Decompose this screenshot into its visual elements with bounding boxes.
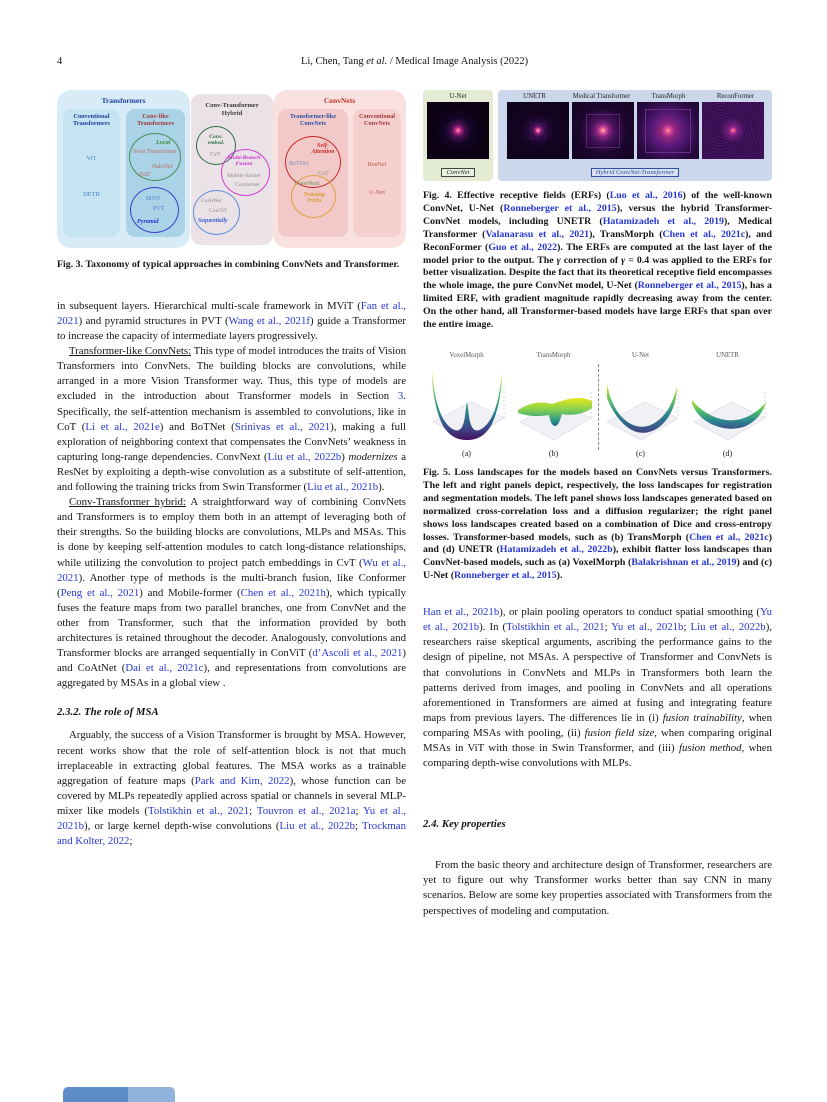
loss-surface-chart: [599, 360, 683, 448]
citation-link[interactable]: Chen et al., 2021h: [240, 586, 326, 599]
text-segment: ), and representations from convolutions are aggregated by MSAs in a global view .: [57, 662, 407, 690]
text-segment: in subsequent layers. Hierarchical multi-scale framework in MViT (: [57, 299, 361, 312]
text-segment: . Specifically, the self-attention mechanism is assembled to convolutions, like in CoT (: [57, 390, 406, 433]
hybrid-region: [191, 94, 273, 245]
dat-item: DAT: [139, 172, 151, 178]
convnet-tag: ConvNet: [441, 168, 474, 177]
erf-square: [645, 109, 691, 153]
detr-item: DETR: [83, 191, 100, 198]
text-segment: A straightforward way of combining ConvNets and Transformers is to employ them both in an attempt of leveraging both of their strengths. So the building blocks are convolutions, MLPs and MSAs. This is done by keeping self-attention modules to catch long-distance relationships, while utilizing the convolution to project patch embeddings in CvT (: [57, 496, 406, 569]
convnets-region: [273, 90, 406, 248]
erf-label-transmorph: TransMorph: [651, 93, 686, 100]
erf-square: [530, 123, 546, 139]
text-segment: ), or large kernel depth-wise convolutions (: [84, 820, 280, 832]
figure-4: [423, 90, 772, 332]
text-segment: ;: [683, 621, 691, 634]
hybrid-panel: [498, 90, 772, 181]
plot-tag: (d): [722, 448, 733, 458]
text-segment: fusion field size: [584, 726, 655, 739]
resnet-item: ResNet: [367, 161, 387, 168]
cvt-item: CvT: [210, 152, 221, 158]
text-segment: Arguably, the success of a Vision Transformer is brought by MSA. However, recent works show that the role of self-attention block is not that much irreplaceable in extracting global features. The MSA works as a trainable aggregation of feature maps (: [57, 729, 406, 787]
citation-link[interactable]: Yu et al., 2021b: [57, 804, 406, 832]
left-column: [57, 90, 406, 919]
text-segment: ). Another type of methods is the multi-branch fusion, like Conformer (: [57, 571, 406, 599]
plot-tag: (a): [462, 448, 471, 458]
text-segment: From the basic theory and architecture design of Transformer, researchers are yet to figure out why Transformer works better than say CNN in many scenarios. Below are some key properties associated with Transformers from the perspectives of modeling and computation.: [423, 859, 772, 917]
plot-title: TransMorph: [536, 351, 571, 359]
text-segment: ) and (c) U-Net (: [423, 557, 773, 582]
citation-link[interactable]: Valanarasu et al., 2021: [485, 228, 590, 240]
citation-link[interactable]: Hatamizadeh et al., 2022b: [499, 544, 613, 556]
conformer-item: Conformer: [235, 182, 260, 188]
transformers-header: Transformers: [101, 96, 146, 105]
text-segment: ), making a full exploration of neighboring context that compensates the ConvNets’ weakness in capturing long-range dependencies. ConvNext (: [57, 420, 406, 463]
citation-link[interactable]: Ronneberger et al., 2015: [503, 202, 617, 214]
transformer-like-convnets-title: Transformer-like ConvNets: [289, 113, 337, 128]
figure-5-caption: [423, 467, 772, 583]
text-segment: ), versus the hybrid Transformer-ConvNet models, including UNETR (: [423, 202, 772, 227]
pyramid-label: Pyramid: [137, 218, 159, 225]
hybrid-header: Conv-Transformer Hybrid: [205, 102, 259, 117]
text-segment: fusion trainability: [662, 711, 742, 724]
citation-link[interactable]: Luo et al., 2016: [609, 190, 683, 201]
coatnet-item: CoAtNet: [201, 198, 222, 204]
conv-like-transformers-box: [126, 109, 185, 237]
conventional-convnets-title: Conventional ConvNets: [358, 113, 396, 128]
citation-link[interactable]: Balakrishnan et al., 2019: [631, 557, 737, 569]
citation-link[interactable]: Fan et al., 2021: [57, 299, 407, 327]
loss-surface-chart: [425, 360, 509, 448]
text-segment: ) and pyramid structures in PVT (: [78, 315, 229, 327]
paragraph: [57, 728, 406, 849]
figure-3: [57, 90, 406, 272]
training-tricks-label: Training Tricks: [303, 192, 325, 204]
erf-label-medical-transformer: Medical Transformer: [572, 93, 631, 100]
text-segment: ), Medical Transformer (: [423, 215, 772, 240]
citation-link[interactable]: Touvron et al., 2021a: [256, 804, 356, 817]
text-segment: a ResNet by exploiting a depth-wise convolution as a substitute of self-attention, and following the training tricks from Swin Transformer (: [57, 450, 406, 494]
text-segment: ). The ERFs are computed at the last layer of the model prior to the output. The: [423, 241, 773, 266]
citation-link[interactable]: Wang et al., 2021f: [228, 315, 310, 327]
erf-image-reconformer: [702, 102, 764, 159]
text-segment: ). In (: [479, 621, 507, 634]
citation-link[interactable]: Han et al., 2021b: [423, 606, 500, 619]
plot-tag: (c): [636, 448, 645, 458]
transformer-like-convnets-box: [278, 109, 348, 237]
running-head-spacer: [712, 56, 772, 67]
text-segment: ), which typically fuses the feature maps from two parallel branches, one from ConvNet and the other from Transformer, such that the information provided by both architectures is retained throughout the decoder. Analogously, convolutions and Transformer blocks are arranged sequentially in ConViT (: [57, 586, 406, 660]
running-head: [57, 56, 772, 67]
conventional-transformers-box: [63, 109, 120, 237]
citation-link[interactable]: d’Ascoli et al., 2021: [312, 647, 403, 660]
citation-link[interactable]: Tolstikhin et al., 2021: [506, 621, 605, 634]
citation-link[interactable]: Guo et al., 2022: [488, 241, 558, 253]
paragraph: [57, 299, 406, 344]
text-segment: Li, Chen, Tang: [300, 56, 367, 67]
text-segment: ;: [355, 804, 364, 817]
erf-label-reconformer: ReconFormer: [716, 93, 755, 100]
section-heading-24: 2.4. Key properties: [423, 818, 506, 831]
citation-link[interactable]: Yu et al., 2021b: [423, 606, 773, 634]
running-title: [117, 56, 712, 67]
halonet-item: HaloNet: [152, 164, 173, 170]
text-segment: ), whose function can be covered by MLPs repeatedly applied across spatial or channels in several MLP-mixer like models (: [57, 774, 407, 817]
figure-5: [423, 352, 772, 583]
mobile-former-item: Mobile-former: [227, 173, 261, 179]
text-segment: ), researchers raise skeptical arguments, ascribing the performance gains to the design of pipeline, not MSAs. A perspective of Transformer and ConvNets is that convolutions in ConvNets and MLPs in Transformers both learn the patterns derived from images, and pooling in ConvNets and all operations aforementioned in Transformers are aimed at fusing and integrating feature maps from previous layers. The differences lie in (i): [423, 621, 772, 724]
text-segment: ), or plain pooling operators to conduct spatial smoothing (: [499, 606, 761, 619]
erf-image-unet: [427, 102, 489, 159]
text-segment: ) of the well-known ConvNet, U-Net (: [423, 190, 772, 214]
multi-branch-fusion-label: Multi-Branch Fusion: [227, 155, 261, 167]
text-segment: ;: [355, 820, 362, 832]
text-segment: ) and (d) UNETR (: [423, 531, 772, 556]
citation-link[interactable]: Yu et al., 2021b: [611, 621, 684, 634]
paragraph: [423, 605, 772, 771]
loss-plot-unet: [597, 352, 684, 458]
citation-link[interactable]: 3: [397, 390, 404, 403]
conventional-convnets-box: [353, 109, 401, 237]
figure-3-caption: [57, 259, 406, 272]
text-segment: ), and ReconFormer (: [423, 228, 773, 253]
text-segment: ) and BoTNet (: [159, 420, 235, 433]
text-segment: Fig. 5. Loss landscapes for the models based on ConvNets versus Transformers. The left and right panels depict, respectively, the loss landscapes for registration and segmentation models. The left panel shows loss landscapes generated based on normalized cross-correlation loss and a diffusion regularizer; the right panel shows loss landscapes created based on a combination of Dice and cross-entropy losses. Transformer-based models, such as (b) TransMorph (: [423, 466, 772, 543]
citation-link[interactable]: Chen et al., 2021c: [662, 228, 746, 240]
citation-link[interactable]: Peng et al., 2021: [60, 586, 140, 599]
text-segment: , when comparing original MSAs in ViT with those in Swin Transformer, and (iii): [423, 726, 772, 754]
paragraph: [57, 344, 406, 495]
text-segment: ;: [249, 804, 257, 817]
citation-link[interactable]: Ronneberger et al., 2015: [637, 280, 742, 292]
hybrid-tag: Hybrid ConvNet-Transformer: [591, 168, 680, 177]
text-segment: ;: [604, 621, 612, 634]
self-attention-label: Self-Attention: [311, 143, 335, 155]
text-segment: ), exhibit flatter loss landscapes than ConvNet-based models, such as (a) VoxelMorph (: [423, 544, 772, 569]
erf-image-unetr: [507, 102, 569, 159]
loss-plot-transmorph: [510, 352, 597, 458]
convnext-item: ConvNext: [295, 181, 320, 187]
next-figure-cutoff: [63, 1087, 175, 1102]
conventional-transformers-title: Conventional Transformers: [73, 113, 110, 128]
text-segment: γ: [621, 254, 626, 266]
loss-surface-chart: [686, 360, 770, 448]
conv-embed-label: Conv. embed.: [207, 134, 225, 146]
text-segment: ).: [378, 481, 385, 494]
citation-link[interactable]: Liu et al., 2022b: [279, 820, 355, 832]
loss-plot-unetr: [684, 352, 771, 458]
citation-link[interactable]: Trockman and Kolter, 2022: [57, 820, 406, 848]
local-circle: [129, 133, 181, 181]
text-segment: ) and Mobile-former (: [139, 586, 241, 599]
pvt-item: PVT: [153, 206, 165, 212]
vit-item: ViT: [86, 155, 97, 162]
text-segment: ): [341, 450, 349, 463]
local-label: Local: [156, 139, 171, 146]
figure-5-divider: [598, 364, 599, 450]
text-segment: ;: [129, 835, 133, 848]
plot-tag: (b): [548, 448, 559, 458]
page-number: 4: [57, 56, 63, 67]
citation-link[interactable]: Park and Kim, 2022: [194, 774, 290, 787]
citation-link[interactable]: Liu et al., 2021b: [307, 481, 379, 494]
text-segment: ).: [556, 570, 563, 582]
section-heading-232: 2.3.2. The role of MSA: [57, 706, 159, 719]
text-segment: = 0.4 was applied to the ERFs for better visualization. Despite the fact that its theoretical receptive field encompasses the whole image, the pure ConvNet model, U-Net (: [423, 254, 772, 292]
text-segment: , when comparing MSAs with pooling, (ii): [423, 711, 772, 739]
convnet-panel: [423, 90, 493, 181]
sequentially-label: Sequentially: [198, 218, 228, 224]
convit-item: ConViT: [209, 208, 228, 214]
text-segment: ) guide a Transformer to increase the capacity of intermediate layers progressively.: [57, 315, 407, 343]
text-segment: Conv-Transformer hybrid:: [69, 496, 186, 509]
text-segment: ), TransMorph (: [589, 228, 663, 240]
plot-title: UNETR: [716, 351, 739, 359]
transformers-region: [57, 90, 190, 248]
text-segment: fusion method: [678, 741, 742, 754]
figure-4-caption: [423, 190, 772, 332]
paragraph: [57, 495, 406, 691]
citation-link[interactable]: Dai et al., 2021c: [125, 662, 204, 675]
plot-title: VoxelMorph: [449, 351, 484, 359]
text-segment: ), has a limited ERF, with gradient magnitude rapidly decreasing away from the center. On the other hand, all Transformer-based models have large ERFs that span over the entire image.: [423, 280, 772, 331]
cot-item: CoT: [318, 171, 329, 177]
citation-link[interactable]: Li et al., 2021e: [85, 420, 160, 433]
citation-link[interactable]: Wu et al., 2021: [57, 556, 406, 584]
text-segment: et al.: [366, 56, 388, 67]
paragraph: [423, 858, 772, 918]
text-segment: Transformer-like ConvNets:: [69, 345, 192, 358]
text-segment: Fig. 4. Effective receptive fields (ERFs) (: [423, 190, 610, 201]
unet-item: U-Net: [369, 189, 385, 196]
erf-label-unet: U-Net: [449, 93, 467, 100]
right-column: [423, 90, 772, 919]
swin-transformer-item: Swin Transformer: [133, 149, 177, 155]
citation-link[interactable]: Liu et al., 2022b: [267, 450, 342, 463]
mvit-item: MViT: [146, 196, 161, 202]
text-segment: / Medical Image Analysis (2022): [387, 56, 529, 67]
text-segment: Fig. 3. Taxonomy of typical approaches in combining ConvNets and Transformer.: [57, 259, 400, 270]
erf-image-transmorph: [637, 102, 699, 159]
erf-image-medical-transformer: [572, 102, 634, 159]
loss-plot-voxelmorph: [423, 352, 510, 458]
text-segment: , when comparing depth-wise convolutions with MLPs.: [423, 741, 772, 770]
citation-link[interactable]: Chen et al., 2021c: [689, 531, 769, 543]
convnets-header: ConvNets: [323, 96, 356, 105]
citation-link[interactable]: Tolstikhin et al., 2021: [148, 804, 250, 817]
text-segment: ) and CoAtNet (: [57, 647, 406, 675]
conv-like-transformers-title: Conv-like Transformers: [137, 113, 174, 128]
text-segment: correction of: [560, 254, 622, 266]
citation-link[interactable]: Srinivas et al., 2021: [234, 420, 331, 433]
citation-link[interactable]: Hatamizadeh et al., 2019: [602, 215, 724, 227]
figure-3-diagram: [57, 90, 406, 250]
citation-link[interactable]: Ronneberger et al., 2015: [453, 570, 557, 582]
loss-surface-chart: [512, 360, 596, 448]
erf-label-unetr: UNETR: [523, 93, 546, 100]
citation-link[interactable]: Liu et al., 2022b: [690, 621, 766, 634]
erf-square: [586, 114, 620, 148]
text-segment: This type of model introduces the traits of Vision Transformers into ConvNets. The building blocks are convolutions, while arranged in a more Vision Transformer way. Thus, this type of models are excluded in the introduction about Transformer models in Section: [57, 345, 406, 403]
text-segment: modernizes: [348, 450, 398, 463]
text-segment: γ: [556, 254, 561, 266]
botnet-item: BoTNet: [289, 161, 309, 167]
plot-title: U-Net: [632, 351, 649, 359]
